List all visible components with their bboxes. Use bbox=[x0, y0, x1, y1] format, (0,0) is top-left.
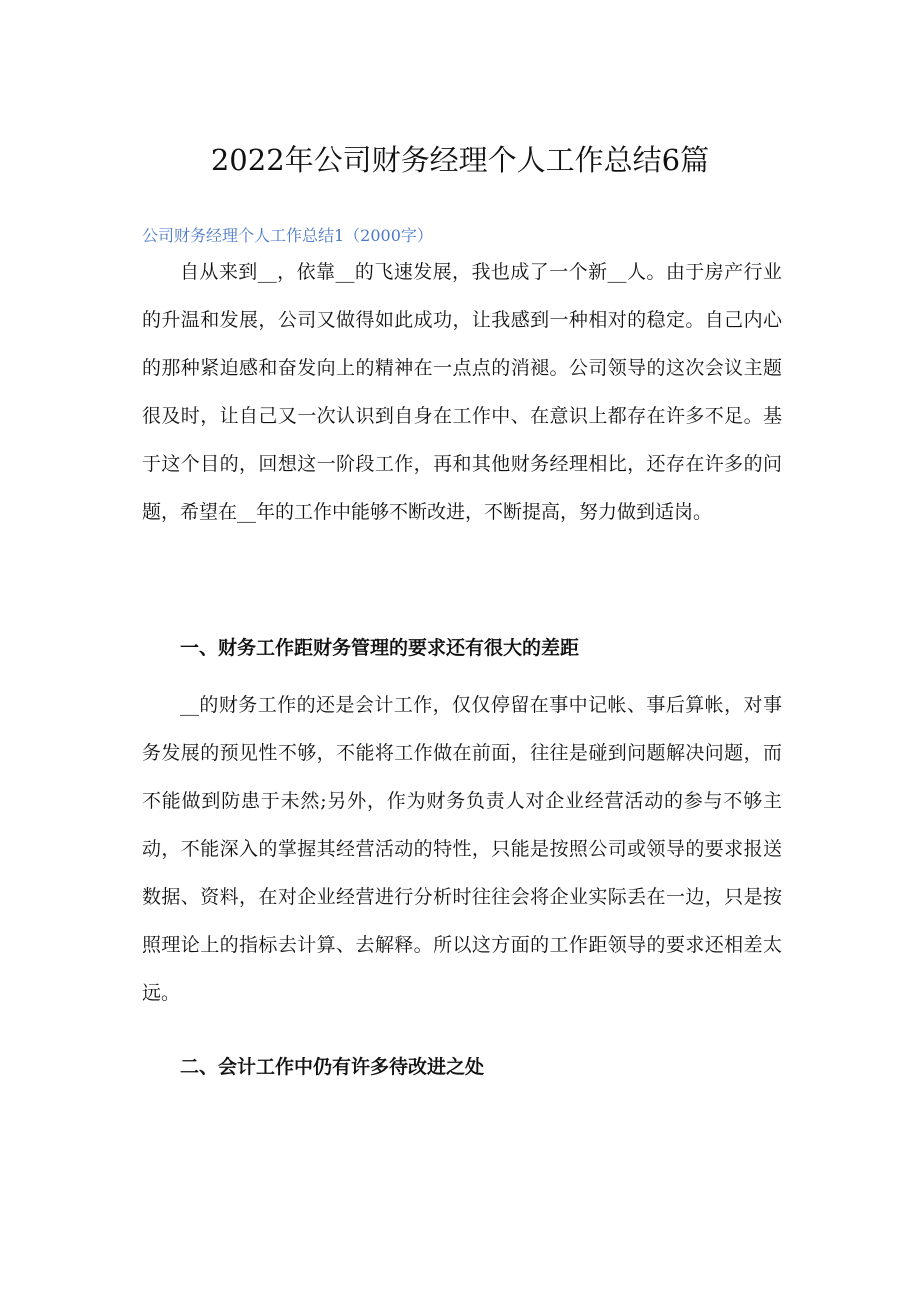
section-heading-2: 二、会计工作中仍有许多待改进之处 bbox=[180, 1056, 485, 1078]
body-paragraph-2: __的财务工作的还是会计工作，仅仅停留在事中记帐、事后算帐，对事务发展的预见性不够，不能将工作做在前面，往往是碰到问题解决问题，而不能做到防患于未然;另外，作为财务负责人对企业经营活动的参与不够主动，不能深入的掌握其经营活动的特性，只能是按照公司或领导的要求报送数据、资料，在对企业经营进行分析时往往会将企业实际丢在一边，只是按照理论上的指标去计算、去解释。所以这方面的工作距领导的要求还相差太远。 bbox=[142, 694, 782, 1004]
section-heading-1: 一、财务工作距财务管理的要求还有很大的差距 bbox=[180, 637, 580, 659]
body-paragraph-1: 自从来到__，依靠__的飞速发展，我也成了一个新__人。由于房产行业的升温和发展，公司又做得如此成功，让我感到一种相对的稳定。自己内心的那种紧迫感和奋发向上的精神在一点点的消褪。公司领导的这次会议主题很及时，让自己又一次认识到自身在工作中、在意识上都存在许多不足。基于这个目的，回想这一阶段工作，再和其他财务经理相比，还存在许多的问题，希望在__年的工作中能够不断改进，不断提高，努力做到适岗。 bbox=[142, 261, 782, 523]
document-subtitle: 公司财务经理个人工作总结1（2000字） bbox=[142, 226, 433, 245]
document-title: 2022年公司财务经理个人工作总结6篇 bbox=[210, 143, 710, 177]
